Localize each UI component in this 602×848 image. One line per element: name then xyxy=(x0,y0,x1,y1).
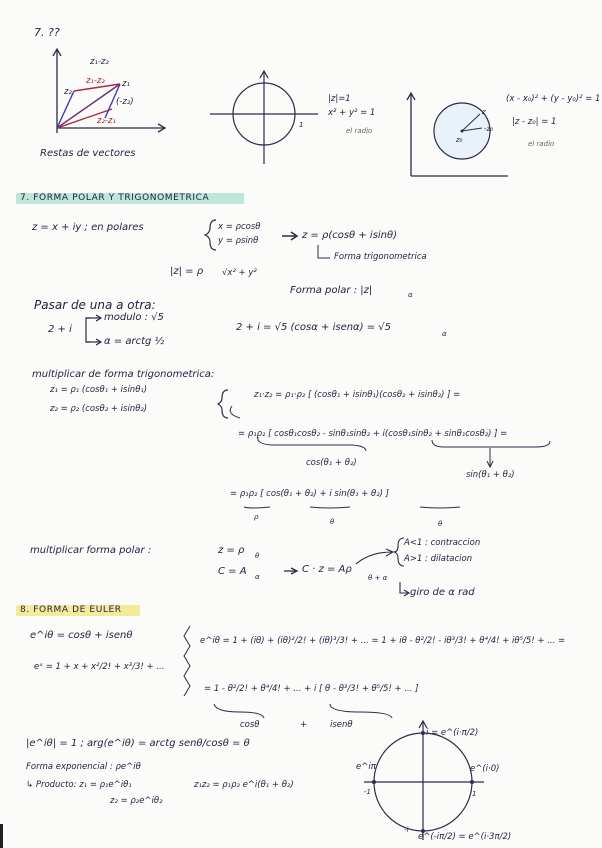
s8-isen-label: isenθ xyxy=(330,720,353,730)
s8-cos-label: cosθ xyxy=(240,720,260,730)
label-z1-minus-z2: z₁-z₂ xyxy=(90,57,109,67)
s8-series1: e^iθ = 1 + (iθ) + (iθ)²/2! + (iθ)³/3! + ... = 1 + iθ - θ²/2! - iθ³/3! + θ⁴/4! + iθ⁵/5! + ... = xyxy=(200,636,566,646)
s7-cos-sum: cos(θ₁ + θ₂) xyxy=(306,458,357,468)
label-z1-minus-z2-red: z₁-z₂ xyxy=(86,76,105,86)
s7-conversion: 2 + i = √5 (cosα + isenα) = √5 xyxy=(236,322,392,333)
euler-label-minus-i: -i xyxy=(404,826,409,834)
s7-line1: z = x + iy ; en polares xyxy=(32,222,144,233)
s7-z-polar: z = ρ xyxy=(218,545,245,556)
circle-abs: |z|=1 xyxy=(328,94,351,104)
s7-theta-note-1: θ xyxy=(330,518,335,526)
s7-polar: Forma polar : |z| xyxy=(290,285,373,296)
s7-result: z = ρ(cosθ + isinθ) xyxy=(302,230,398,241)
s7-y-eq: y = ρsinθ xyxy=(218,236,259,246)
s7-dilation: A>1 : dilatacion xyxy=(404,554,473,564)
s7-c-polar-sub: α xyxy=(255,573,260,581)
s7-abs-root: √x² + y² xyxy=(222,268,257,278)
euler-label-bottom: e^(-iπ/2) = e^(i·3π/2) xyxy=(418,832,512,842)
s8-plus: + xyxy=(300,720,308,730)
s8-exponential: Forma exponencial : ρe^iθ xyxy=(26,762,141,772)
s7-pasar: Pasar de una a otra: xyxy=(34,298,156,312)
euler-label-top: i = e^(i·π/2) xyxy=(426,728,479,738)
s7-product2: = ρ₁ρ₂ [ cosθ₁cosθ₂ - sinθ₁sinθ₂ + i(cosθ₁sinθ₂ + sinθ₁cosθ₂) ] = xyxy=(238,429,508,439)
shifted-label-z: z xyxy=(482,108,486,116)
s7-rho-note: ρ xyxy=(254,513,259,521)
s7-mult-title: multiplicar de forma trigonometrica: xyxy=(32,369,215,380)
shifted-radius-note: el radio xyxy=(528,140,555,148)
s7-c-times-z-sub: θ + α xyxy=(368,574,388,582)
shifted-abs: |z - z₀| = 1 xyxy=(512,117,557,127)
s8-abs-line: |e^iθ| = 1 ; arg(e^iθ) = arctg senθ/cosθ = θ xyxy=(26,738,250,749)
s8-producto: ↳ Producto: z₁ = ρ₁e^iθ₁ xyxy=(26,780,132,790)
label-z2-minus-z1: z₂-z₁ xyxy=(97,116,116,126)
s7-z2-def: z₂ = ρ₂ (cosθ₂ + isinθ₂) xyxy=(50,404,148,414)
label-minus-z2: (-z₂) xyxy=(116,97,134,107)
shifted-label-z0: z₀ xyxy=(456,136,463,144)
s7-polar-sub: α xyxy=(408,291,413,299)
label-z1: z₁ xyxy=(122,79,130,89)
s7-rotation: giro de α rad xyxy=(410,587,475,598)
s8-euler: e^iθ = cosθ + isenθ xyxy=(30,630,133,641)
s7-product1: z₁·z₂ = ρ₁·ρ₂ [ (cosθ₁ + isinθ₁)(cosθ₂ + isinθ₂) ] = xyxy=(254,390,461,400)
euler-label-left-top: e^iπ xyxy=(356,762,376,772)
circle-radius-note: el radio xyxy=(346,127,373,135)
s7-modulo: modulo : √5 xyxy=(104,312,164,323)
label-z2: z₂ xyxy=(64,87,72,97)
s8-producto2: z₂ = ρ₂e^iθ₂ xyxy=(110,796,163,806)
euler-label-one: 1 xyxy=(472,790,477,798)
circle-point-1: 1 xyxy=(299,121,304,129)
euler-label-minus-one: -1 xyxy=(364,788,371,796)
shifted-label-minus-z0: -z₀ xyxy=(484,125,494,133)
section8-heading: 8. FORMA DE EULER xyxy=(20,605,122,615)
vector-caption: Restas de vectores xyxy=(40,148,136,159)
s7-z-polar-sub: θ xyxy=(255,552,260,560)
s7-abs: |z| = ρ xyxy=(170,266,204,277)
s8-exp-series: eˣ = 1 + x + x²/2! + x³/3! + ... xyxy=(34,662,165,672)
s7-theta-note-2: θ xyxy=(438,520,443,528)
s7-two-plus-i: 2 + i xyxy=(48,324,72,335)
s7-product3: = ρ₁ρ₂ [ cos(θ₁ + θ₂) + i sin(θ₁ + θ₂) ] xyxy=(230,489,389,499)
s7-c-polar: C = A xyxy=(218,566,247,577)
s7-conversion-sub: α xyxy=(442,330,447,338)
euler-label-right-top: e^(i·0) xyxy=(470,764,500,774)
circle-equation: x² + y² = 1 xyxy=(328,108,376,118)
s7-c-times-z: C · z = Aρ xyxy=(302,564,352,575)
page-edge-mark xyxy=(0,824,3,848)
s7-x-eq: x = ρcosθ xyxy=(218,222,261,232)
s7-sin-sum: sin(θ₁ + θ₂) xyxy=(466,470,515,480)
shifted-equation: (x - x₀)² + (y - y₀)² = 1 xyxy=(506,94,601,104)
s8-producto-result: z₁z₂ = ρ₁ρ₂ e^i(θ₁ + θ₂) xyxy=(194,780,294,790)
s7-contraction: A<1 : contraccion xyxy=(404,538,481,548)
s7-alpha: α = arctg ½ xyxy=(104,336,165,347)
section7-heading: 7. FORMA POLAR Y TRIGONOMETRICA xyxy=(20,193,210,203)
s7-polar-mult-title: multiplicar forma polar : xyxy=(30,545,152,556)
s7-forma-note: Forma trigonometrica xyxy=(334,252,427,262)
s8-series2: = 1 - θ²/2! + θ⁴/4! + ... + i [ θ - θ³/3! + θ⁵/5! + ... ] xyxy=(204,684,419,694)
s7-z1-def: z₁ = ρ₁ (cosθ₁ + isinθ₁) xyxy=(50,385,148,395)
section-number-7: 7. ?? xyxy=(34,26,60,39)
